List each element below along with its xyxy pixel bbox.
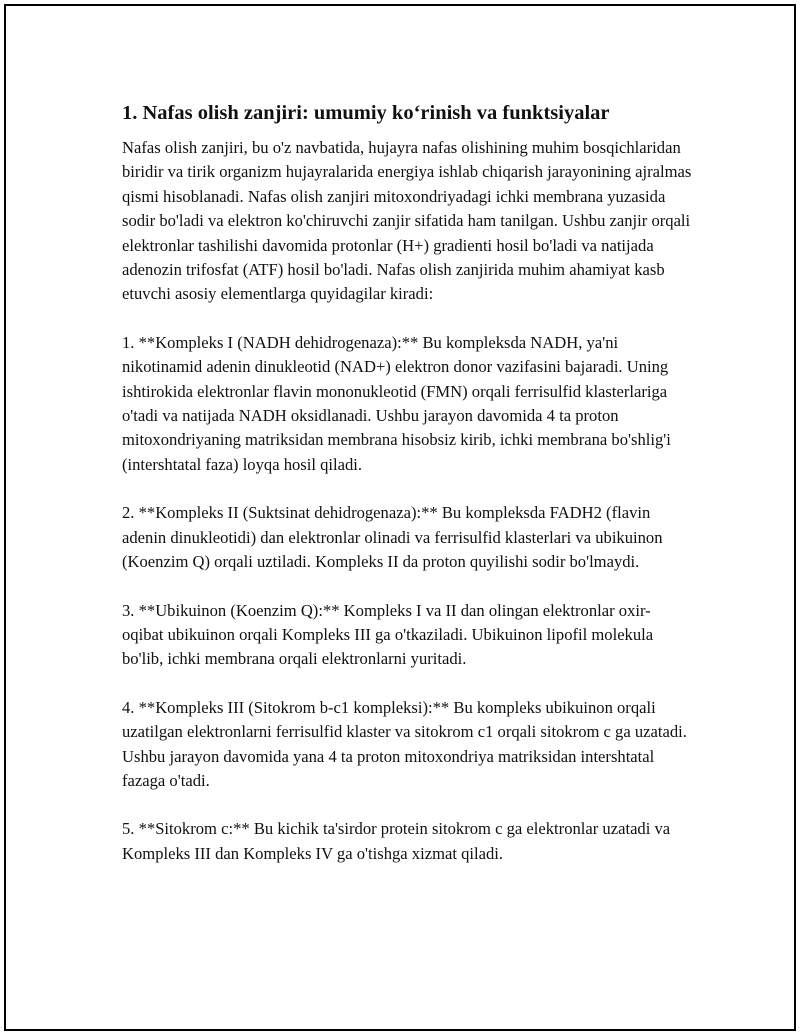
complex-iii-paragraph: 4. **Kompleks III (Sitokrom b-c1 kompleksi):** Bu kompleks ubikuinon orqali uzatilgan elektronlarni ferrisulfid klaster va sitokrom c1 orqali sitokrom c ga uzatadi. Ushbu jarayon davomida yana 4 ta proton mitoxondriya matriksidan intershtatal fazaga o'tadi.: [122, 697, 687, 790]
cytochrome-c-paragraph: 5. **Sitokrom c:** Bu kichik ta'sirdor protein sitokrom c ga elektronlar uzatadi va Kompleks III dan Kompleks IV ga o'tishga xizmat qiladi.: [122, 819, 671, 863]
complex-i-paragraph: 1. **Kompleks I (NADH dehidrogenaza):** Bu kompleksda NADH, ya'ni nikotinamid adenin dinukleotid (NAD+) elektron donor vazifasini bajaradi. Uning ishtirokida elektronlar flavin mononukleotid (FMN) orqali ferrisulfid klasterlariga o'tadi va natijada NADH oksidlanadi. Ushbu jarayon davomida 4 ta proton mitoxondriyaning matriksidan membrana hisobsiz kirib, ichki membrana bo'shlig'i (intershtatal faza) loyqa hosil qiladi.: [122, 332, 671, 474]
section-heading: 1. Nafas olish zanjiri: umumiy ko‘rinish va funktsiyalar: [122, 102, 610, 124]
document-page: [4, 4, 796, 1031]
ubiquinone-paragraph: 3. **Ubikuinon (Koenzim Q):** Kompleks I va II dan olingan elektronlar oxir-oqibat ubikuinon orqali Kompleks III ga o'tkaziladi. Ubikuinon lipofil molekula bo'lib, ichki membrana orqali elektronlarni yuritadi.: [122, 600, 654, 669]
intro-paragraph: Nafas olish zanjiri, bu o'z navbatida, hujayra nafas olishining muhim bosqichlaridan biridir va tirik organizm hujayralarida energiya ishlab chiqarish jarayonining ajralmas qismi hisoblanadi. Nafas olish zanjiri mitoxondriyadagi ichki membrana yuzasida sodir bo'ladi va elektron ko'chiruvchi zanjir sifatida ham tanilgan. Ushbu zanjir orqali elektronlar tashilishi davomida protonlar (H+) gradienti hosil bo'ladi va natijada adenozin trifosfat (ATF) hosil bo'ladi. Nafas olish zanjirida muhim ahamiyat kasb etuvchi asosiy elementlarga quyidagilar kiradi:: [122, 138, 692, 304]
complex-ii-paragraph: 2. **Kompleks II (Suktsinat dehidrogenaza):** Bu kompleksda FADH2 (flavin adenin dinukleotidi) dan elektronlar olinadi va ferrisulfid klasterlari va ubikuinon (Koenzim Q) orqali uztiladi. Kompleks II da proton quyilishi sodir bo'lmaydi.: [122, 503, 663, 572]
document-content: [122, 100, 692, 890]
